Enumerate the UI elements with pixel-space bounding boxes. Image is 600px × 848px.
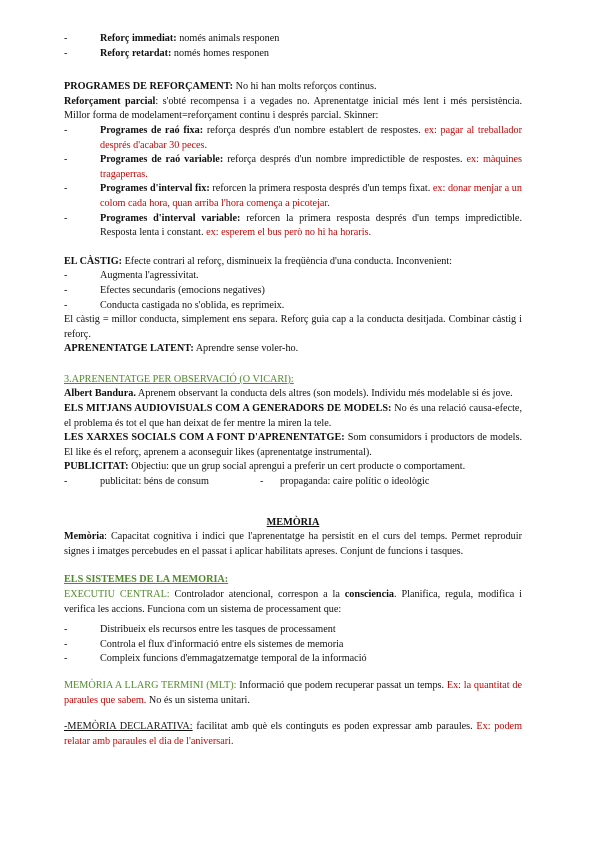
paragraph-text: No és un sistema unitari. xyxy=(146,694,250,706)
list-item-text: propaganda: caire polític o ideològic xyxy=(280,476,430,488)
term-consciencia: consciencia xyxy=(344,589,395,600)
heading-observacio: 3.APRENENTATGE PER OBSERVACIÓ (O VICARI): xyxy=(64,373,294,385)
heading-aprenentatge-latent: APRENENTATGE LATENT: xyxy=(64,343,194,355)
list-item xyxy=(64,47,522,62)
bullet-dash: - xyxy=(64,638,68,650)
paragraph-text: : Capacitat cognitiva i indici que l'aprenentatge ha persistit en el curs del temps. Permet reproduir signes i imatges percebudes en el passat i aplicar habilitats apreses. Conjunt de funcions i tasques. xyxy=(64,531,522,557)
list-item-text: publicitat: béns de consum xyxy=(100,476,209,488)
paragraph-text: Controlador atencional, correspon a la xyxy=(169,589,345,600)
term: Programes d'interval fix: xyxy=(100,183,210,195)
paragraph-text: facilitat amb què els continguts es poden expressar amb paraules. xyxy=(192,721,473,733)
list-item-text: Controla el flux d'informació entre els sistemes de memoria xyxy=(100,638,344,650)
paragraph-text: : s'obté recompensa i a vegades no. Aprenentatge inicial més lent i més persistència. Millor forma de modelament=reforçament continu i després parcial. Skinner: xyxy=(64,95,522,122)
term-text: reforcen la primera resposta després d'un temps fixat. xyxy=(209,183,431,195)
bullet-dash: - xyxy=(64,154,68,166)
term-text: reforça després d'un nombre establert de respostes. xyxy=(203,124,421,136)
bullet-dash: - xyxy=(64,47,68,59)
paragraph-castig-note: El càstig = millor conducta, simplement ens separa. Reforç guia cap a la conducta desitjada. Combinar càstig i reforç. xyxy=(64,314,522,340)
term-mitjans: ELS MITJANS AUDIOVISUALS COM A GENERADORS DE MODELS: xyxy=(64,403,392,415)
paragraph-programes xyxy=(64,80,522,95)
bullet-dash: - xyxy=(64,183,68,195)
term-reforc-immediat: Reforç immediat: xyxy=(100,33,177,44)
paragraph-mitjans xyxy=(64,402,522,431)
list-item xyxy=(64,638,522,653)
heading-memoria: MEMÒRIA xyxy=(266,516,320,528)
heading-programes: PROGRAMES DE REFORÇAMENT: xyxy=(64,81,234,93)
example-text: ex: donar menjar a un colom cada hora, quan arriba l'hora comença a picotejar. xyxy=(100,183,522,209)
term: Programes de raó fixa: xyxy=(100,124,204,136)
term-publicitat: PUBLICITAT: xyxy=(64,461,129,473)
paragraph-declarativa xyxy=(64,720,522,749)
paragraph-publicitat xyxy=(64,460,522,475)
bullet-dash: - xyxy=(64,299,68,311)
list-item-text: Efectes secundaris (emocions negatives) xyxy=(100,284,265,296)
list-item xyxy=(64,299,522,314)
heading-rest: Efecte contrari al reforç, disminueix la freqüència d'una conducta. Inconvenient: xyxy=(122,255,452,267)
list-item xyxy=(64,182,522,211)
paragraph-xarxes xyxy=(64,431,522,460)
heading-castig: EL CÀSTIG: xyxy=(64,255,123,267)
term-declarativa: -MEMÒRIA DECLARATIVA: xyxy=(64,721,193,733)
bullet-dash: - xyxy=(64,284,68,296)
list-item xyxy=(64,212,522,241)
document-page xyxy=(64,32,522,749)
paragraph-text: Aprenem observant la conducta dels altres (son models). Individu més modelable si és jove. xyxy=(135,388,513,400)
list-item xyxy=(64,652,522,667)
bullet-dash: - xyxy=(64,212,68,224)
bullet-dash: - xyxy=(64,124,68,136)
list-item xyxy=(64,623,522,638)
bullet-dash: - xyxy=(64,653,68,665)
term: Programes de raó variable: xyxy=(100,154,224,166)
heading-sistemes: ELS SISTEMES DE LA MEMORIA: xyxy=(64,574,229,586)
list-item-text: Distribueix els recursos entre les tasques de processament xyxy=(100,624,336,636)
example-text: Ex: la quantitat de paraules que sabem. xyxy=(64,679,522,706)
paragraph-reforcament-parcial xyxy=(64,95,522,124)
paragraph-text: No és una relació causa-efecte, el problema és tot el que han deixat de fer mentre la miren la tele. xyxy=(64,403,522,429)
example-text: ex: màquines tragaperras. xyxy=(100,154,522,180)
paragraph-aprenentatge-latent xyxy=(64,342,522,357)
paragraph-text: Som consumidors i productors de models. El like és el reforç, aprenem a aconseguir likes (aprenentatge instrumental). xyxy=(64,432,522,458)
bullet-dash: - xyxy=(260,476,264,488)
term: Programes d'interval variable: xyxy=(100,212,241,224)
heading-rest: No hi han molts reforços continus. xyxy=(233,81,377,93)
list-item xyxy=(64,475,522,490)
term-bandura: Albert Bandura. xyxy=(64,388,136,400)
term-memoria: Memòria xyxy=(64,531,105,543)
term-text: reforcen la primera resposta després d'un temps impredictible. Resposta lenta i constant. xyxy=(100,212,522,239)
list-item xyxy=(64,32,522,47)
term-xarxes: LES XARXES SOCIALS COM A FONT D'APRENENTATGE: xyxy=(64,432,345,444)
bullet-dash: - xyxy=(64,270,68,282)
example-text: Ex: podem relatar amb paraules el dia de l'aniversari. xyxy=(64,721,522,747)
term-mlt: MEMÒRIA A LLARG TERMINI (MLT): xyxy=(64,679,237,691)
term-text: només animals responen xyxy=(176,33,280,44)
paragraph-text: Objectiu: que un grup social aprengui a preferir un cert producte o comportament. xyxy=(128,461,466,473)
paragraph-castig xyxy=(64,255,522,270)
bullet-dash: - xyxy=(64,33,68,44)
paragraph-mlt xyxy=(64,679,522,708)
list-item-text: Conducta castigada no s'oblida, es reprimeix. xyxy=(100,299,285,311)
list-item-text: Compleix funcions d'emmagatzematge temporal de la informació xyxy=(100,653,367,665)
term-executiu: EXECUTIU CENTRAL: xyxy=(64,589,170,600)
list-item-text: Augmenta l'agressivitat. xyxy=(100,270,199,282)
bullet-dash: - xyxy=(64,476,68,488)
paragraph-text: Informació que podem recuperar passat un temps. xyxy=(236,679,445,691)
paragraph-text: . Planifica, regula, modifica i verifica les accions. Funciona com un sistema de processament que: xyxy=(64,589,522,615)
paragraph-executiu xyxy=(64,588,522,617)
term-reforc-retardat: Reforç retardat: xyxy=(100,47,172,59)
term-reforcament-parcial: Reforçament parcial xyxy=(64,95,156,107)
paragraph-bandura xyxy=(64,387,522,402)
example-text: ex: esperem el bus però no hi ha horaris. xyxy=(203,227,372,239)
term-text: reforça després d'un nombre impredictible de respostes. xyxy=(223,154,463,166)
list-item xyxy=(64,124,522,153)
list-item xyxy=(64,284,522,299)
paragraph-memoria-def xyxy=(64,530,522,559)
example-text: ex: pagar al treballador després d'acabar 30 peces. xyxy=(100,124,522,151)
list-item xyxy=(64,269,522,284)
list-item xyxy=(64,153,522,182)
bullet-dash: - xyxy=(64,624,68,636)
term-text: només homes responen xyxy=(171,47,269,59)
paragraph-text: Aprendre sense voler-ho. xyxy=(193,343,299,355)
